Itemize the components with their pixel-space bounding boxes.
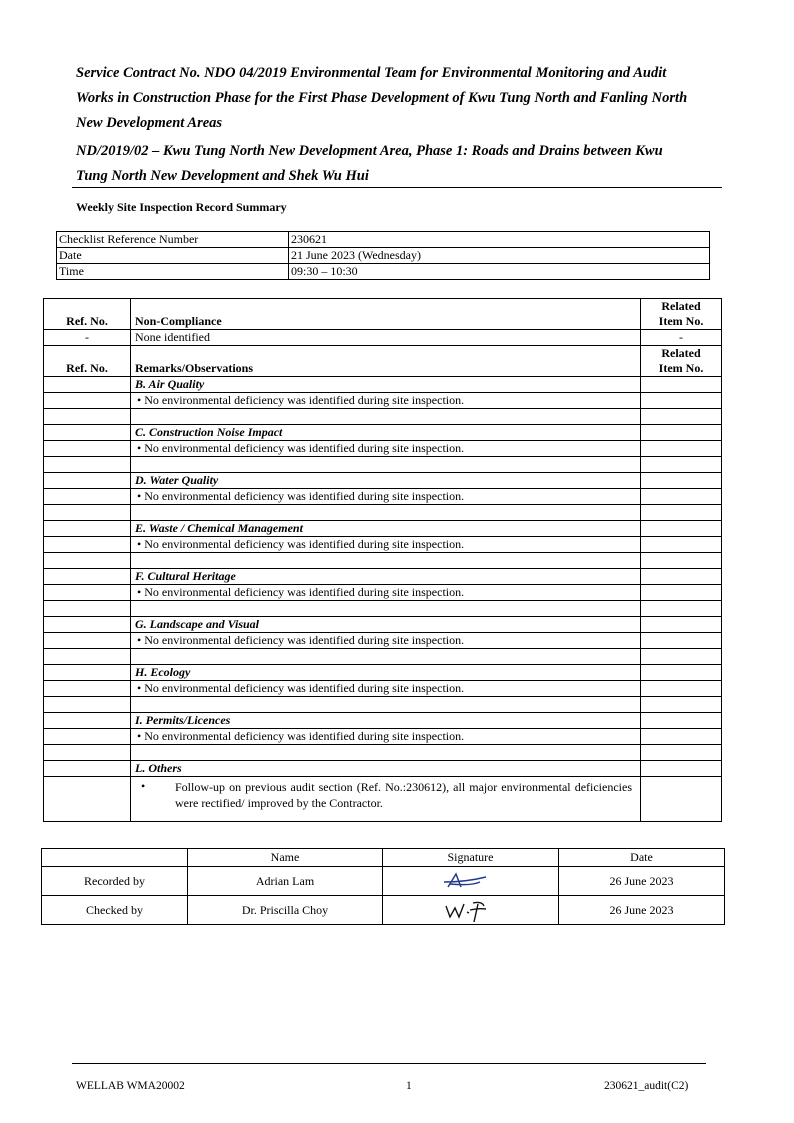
signature-recorded [383, 867, 559, 896]
signoff-row-checked [42, 896, 725, 925]
meta-row-time [57, 264, 710, 280]
section-title-row [44, 521, 722, 537]
col-ref-no: Ref. No. [44, 346, 131, 377]
section-item [131, 489, 641, 505]
meta-row-reference [57, 232, 710, 248]
col-related-line2: Item No. [658, 361, 704, 375]
signoff-date: 26 June 2023 [559, 896, 725, 925]
section-title-row [44, 473, 722, 489]
section-title: D. Water Quality [131, 473, 641, 489]
noncompliance-row [44, 330, 722, 346]
footer-left: WELLAB WMA20002 [76, 1080, 185, 1092]
checklist-meta-table [56, 231, 710, 280]
signoff-name: Adrian Lam [188, 867, 383, 896]
section-title: E. Waste / Chemical Management [131, 521, 641, 537]
bullet: • [137, 681, 142, 695]
bullet: • [137, 633, 142, 647]
signoff-role: Recorded by [42, 867, 188, 896]
bullet: • [141, 779, 146, 793]
section-title-row [44, 665, 722, 681]
section-item [131, 729, 641, 745]
section-item [131, 393, 641, 409]
section-title: C. Construction Noise Impact [131, 425, 641, 441]
section-title: I. Permits/Licences [131, 713, 641, 729]
section-title-row [44, 425, 722, 441]
section-title-row [44, 569, 722, 585]
section-item-text: No environmental deficiency was identified during site inspection. [144, 633, 465, 647]
section-item-text: No environmental deficiency was identified during site inspection. [144, 681, 465, 695]
section-item-row [44, 441, 722, 457]
document-subtitle: Weekly Site Inspection Record Summary [76, 200, 287, 214]
section-title: F. Cultural Heritage [131, 569, 641, 585]
bullet: • [137, 489, 142, 503]
bullet: • [137, 537, 142, 551]
section-item-row [44, 393, 722, 409]
meta-label: Checklist Reference Number [57, 232, 289, 248]
section-item [131, 681, 641, 697]
bullet: • [137, 393, 142, 407]
section-title-row [44, 617, 722, 633]
header-rule [72, 187, 722, 188]
col-date: Date [559, 849, 725, 867]
section-title-row [44, 761, 722, 777]
signoff-row-recorded [42, 867, 725, 896]
section-item-text: No environmental deficiency was identified during site inspection. [144, 441, 465, 455]
blank-row [44, 697, 722, 713]
contract-title: Service Contract No. NDO 04/2019 Environmental Team for Environmental Monitoring and Audit Works in Construction Phase for the First Phase Development of Kwu Tung North and Fanling North New Development Areas [76, 65, 688, 131]
others-row [44, 777, 722, 822]
section-title: B. Air Quality [131, 377, 641, 393]
blank-row [44, 505, 722, 521]
meta-value: 09:30 – 10:30 [289, 264, 710, 280]
section-item-row [44, 633, 722, 649]
signature-image [436, 898, 506, 922]
signature-checked [383, 896, 559, 925]
others-text: Follow-up on previous audit section (Ref. No.:230612), all major environmental deficiencies were rectified/ improved by the Contractor. [175, 780, 632, 810]
signoff-role: Checked by [42, 896, 188, 925]
signoff-header [42, 849, 725, 867]
meta-row-date [57, 248, 710, 264]
section-item-text: No environmental deficiency was identified during site inspection. [144, 729, 465, 743]
signoff-date: 26 June 2023 [559, 867, 725, 896]
col-ref-no: Ref. No. [44, 299, 131, 330]
blank-row [44, 649, 722, 665]
col-related-line1: Related [661, 346, 701, 360]
col-related-line1: Related [661, 299, 701, 313]
blank-row [44, 601, 722, 617]
col-name: Name [188, 849, 383, 867]
section-item [131, 441, 641, 457]
section-item-text: No environmental deficiency was identified during site inspection. [144, 585, 465, 599]
blank-row [44, 745, 722, 761]
blank-row [44, 553, 722, 569]
section-item-row [44, 729, 722, 745]
section-title-row [44, 713, 722, 729]
section-item-row [44, 537, 722, 553]
blank-row [44, 409, 722, 425]
meta-value: 230621 [289, 232, 710, 248]
noncompliance-text: None identified [131, 330, 641, 346]
bullet: • [137, 585, 142, 599]
inspection-table [43, 298, 722, 822]
meta-label: Date [57, 248, 289, 264]
related-item: - [641, 330, 722, 346]
col-remarks: Remarks/Observations [131, 346, 641, 377]
signoff-name: Dr. Priscilla Choy [188, 896, 383, 925]
page-number: 1 [406, 1080, 412, 1092]
bullet: • [137, 729, 142, 743]
col-signature: Signature [383, 849, 559, 867]
section-title: G. Landscape and Visual [131, 617, 641, 633]
noncompliance-header [44, 299, 722, 330]
footer-right: 230621_audit(C2) [604, 1080, 689, 1092]
section-item [131, 537, 641, 553]
project-title: ND/2019/02 – Kwu Tung North New Development Area, Phase 1: Roads and Drains between Kwu Tung North New Development and Shek Wu Hui [76, 143, 663, 184]
signature-image [436, 870, 506, 892]
footer-rule [72, 1063, 706, 1064]
section-item-row [44, 489, 722, 505]
bullet: • [137, 441, 142, 455]
remarks-header [44, 346, 722, 377]
section-item [131, 633, 641, 649]
section-item-text: No environmental deficiency was identified during site inspection. [144, 537, 465, 551]
col-related-item [641, 346, 722, 377]
section-title-row [44, 377, 722, 393]
section-title: H. Ecology [131, 665, 641, 681]
col-noncompliance: Non-Compliance [131, 299, 641, 330]
meta-label: Time [57, 264, 289, 280]
section-item-text: No environmental deficiency was identified during site inspection. [144, 489, 465, 503]
signoff-table [41, 848, 725, 925]
blank-row [44, 457, 722, 473]
section-title: L. Others [131, 761, 641, 777]
section-item-row [44, 681, 722, 697]
col-related-line2: Item No. [658, 314, 704, 328]
section-item-text: No environmental deficiency was identified during site inspection. [144, 393, 465, 407]
col-related-item [641, 299, 722, 330]
meta-value: 21 June 2023 (Wednesday) [289, 248, 710, 264]
section-item [131, 585, 641, 601]
section-item-row [44, 585, 722, 601]
ref-no: - [44, 330, 131, 346]
